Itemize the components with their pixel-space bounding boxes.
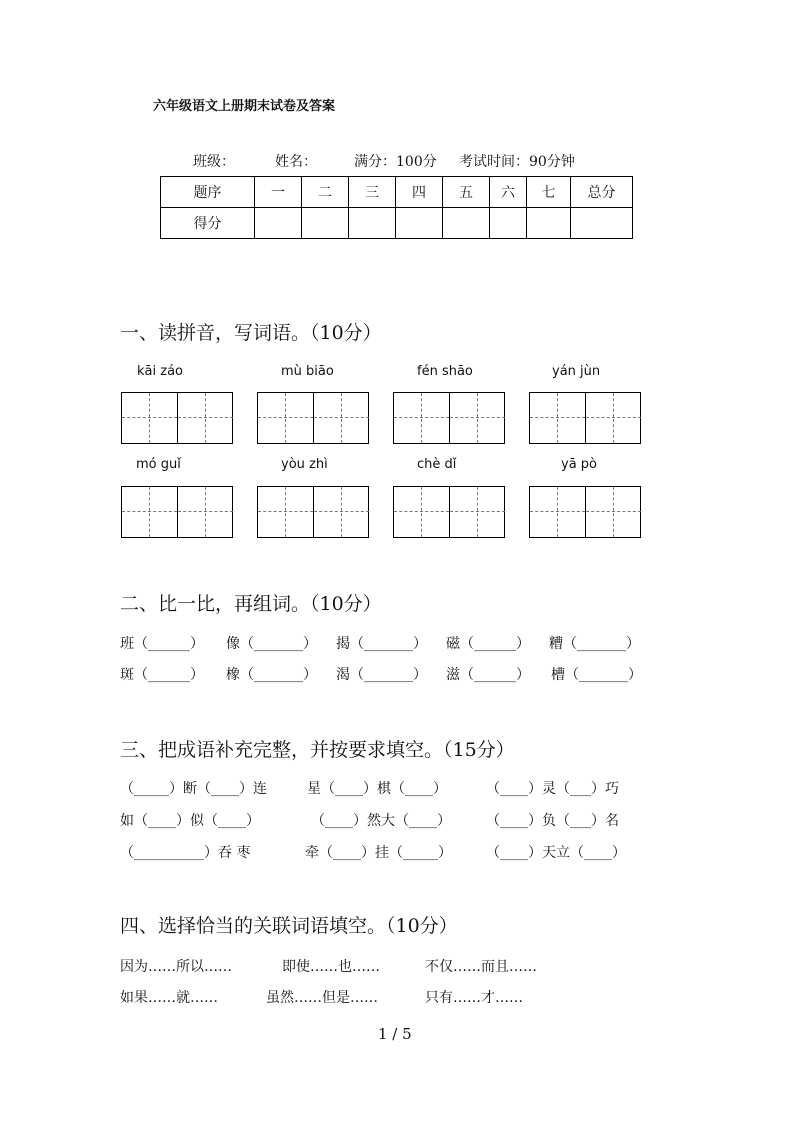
score-table xyxy=(160,176,633,239)
idiom-item: （_____）断（____）连 xyxy=(120,781,267,797)
conjunction-option: 因为……所以…… xyxy=(120,959,232,975)
idiom-item: 如（____）似（____） xyxy=(120,813,260,829)
full-score: 满分：100分 xyxy=(354,154,437,170)
section3-heading: 三、把成语补充完整，并按要求填空。（15分） xyxy=(120,739,515,761)
compare-item: 滋（______） xyxy=(446,667,530,683)
pinyin-label: mù biāo xyxy=(281,364,334,379)
idiom-item: 牵（____）挂（_____） xyxy=(305,845,452,861)
character-grid[interactable] xyxy=(121,392,233,444)
pinyin-label: yán jùn xyxy=(552,364,601,379)
pinyin-label: kāi záo xyxy=(137,364,183,379)
character-grid[interactable] xyxy=(257,486,369,538)
exam-time: 考试时间：90分钟 xyxy=(459,154,575,170)
score-cell[interactable] xyxy=(396,208,443,239)
conjunction-option: 如果……就…… xyxy=(120,990,218,1006)
conjunction-option: 即使……也…… xyxy=(282,959,380,975)
header-cell: 三 xyxy=(349,177,396,208)
conjunction-option: 只有……才…… xyxy=(425,990,523,1006)
character-grid[interactable] xyxy=(393,486,505,538)
character-grid[interactable] xyxy=(529,392,641,444)
header-cell: 二 xyxy=(302,177,349,208)
score-cell[interactable] xyxy=(443,208,490,239)
score-table-header-row xyxy=(161,177,633,208)
section4-heading: 四、选择恰当的关联词语填空。（10分） xyxy=(120,915,458,937)
character-grid[interactable] xyxy=(257,392,369,444)
section1-heading: 一、读拼音，写词语。（10分） xyxy=(120,322,382,344)
conjunction-option: 虽然……但是…… xyxy=(266,990,378,1006)
header-cell: 六 xyxy=(490,177,527,208)
compare-item: 橡（_______） xyxy=(226,667,317,683)
character-grid[interactable] xyxy=(529,486,641,538)
idiom-item: （____）然大（____） xyxy=(311,813,451,829)
idiom-item: 星（____）棋（____） xyxy=(307,781,447,797)
idiom-item: （__________）吞 枣 xyxy=(120,845,251,861)
score-cell[interactable] xyxy=(302,208,349,239)
score-row-label: 得分 xyxy=(161,208,255,239)
pinyin-label: yòu zhì xyxy=(281,457,328,472)
header-cell: 一 xyxy=(255,177,302,208)
compare-item: 揭（_______） xyxy=(336,636,427,652)
document-title: 六年级语文上册期末试卷及答案 xyxy=(153,99,336,114)
page-number: 1 / 5 xyxy=(378,1025,412,1043)
pinyin-label: chè dǐ xyxy=(417,457,457,472)
idiom-item: （____）灵（___）巧 xyxy=(486,781,619,797)
compare-item: 槽（_______） xyxy=(551,667,642,683)
header-cell: 七 xyxy=(527,177,571,208)
idiom-item: （____）天立（____） xyxy=(486,845,626,861)
score-table-score-row xyxy=(161,208,633,239)
pinyin-label: yā pò xyxy=(561,457,597,472)
compare-item: 渴（_______） xyxy=(336,667,427,683)
character-grid[interactable] xyxy=(393,392,505,444)
score-cell[interactable] xyxy=(255,208,302,239)
name-label: 姓名： xyxy=(275,154,317,170)
compare-item: 糟（_______） xyxy=(549,636,640,652)
pinyin-label: mó guǐ xyxy=(136,457,181,472)
section2-heading: 二、比一比，再组词。（10分） xyxy=(120,593,382,615)
score-cell[interactable] xyxy=(490,208,527,239)
class-label: 班级： xyxy=(193,154,235,170)
character-grid[interactable] xyxy=(121,486,233,538)
header-cell: 五 xyxy=(443,177,490,208)
compare-item: 像（_______） xyxy=(226,636,317,652)
idiom-item: （____）负（___）名 xyxy=(486,813,619,829)
header-cell: 四 xyxy=(396,177,443,208)
header-cell: 总分 xyxy=(571,177,633,208)
compare-item: 斑（______） xyxy=(120,667,204,683)
compare-item: 磁（______） xyxy=(446,636,530,652)
score-cell[interactable] xyxy=(349,208,396,239)
score-cell[interactable] xyxy=(527,208,571,239)
score-cell[interactable] xyxy=(571,208,633,239)
conjunction-option: 不仅……而且…… xyxy=(425,959,537,975)
header-cell: 题序 xyxy=(161,177,255,208)
compare-item: 班（______） xyxy=(120,636,204,652)
pinyin-label: fén shāo xyxy=(417,364,473,379)
